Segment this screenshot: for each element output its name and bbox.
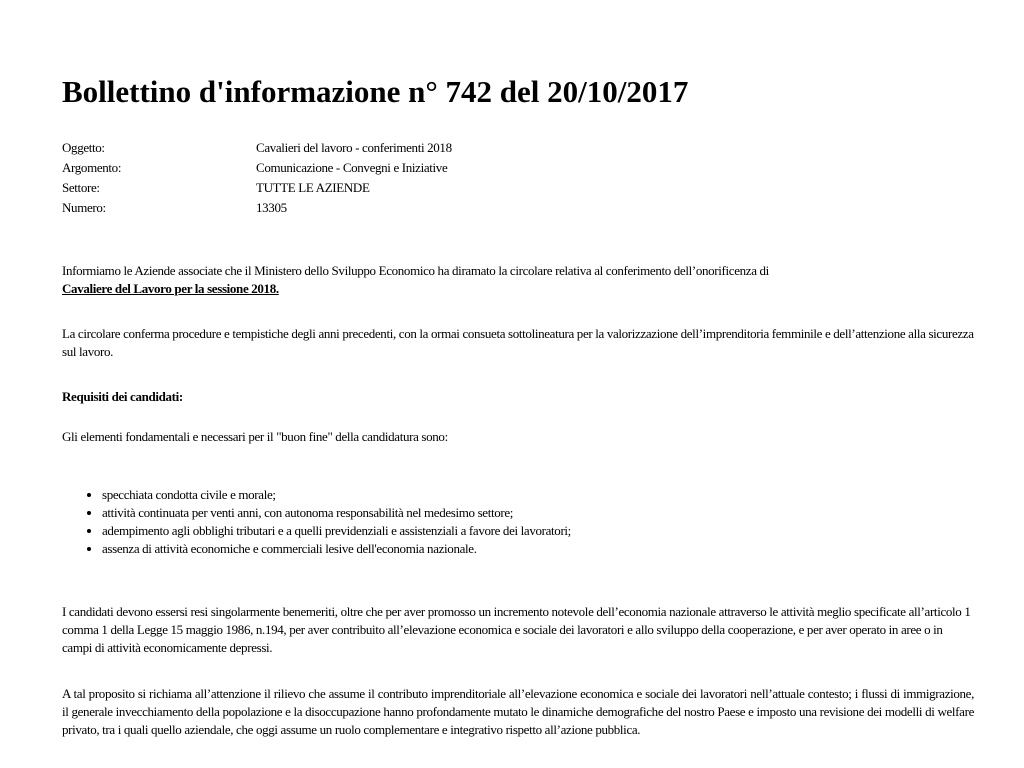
requirements-list: [62, 486, 571, 558]
list-item: • attività continuata per venti anni, con autonoma responsabilità nel medesimo settore;: [102, 504, 571, 522]
meta-row-numero: [62, 198, 762, 218]
meta-value: Comunicazione - Convegni e Iniziative: [256, 160, 448, 175]
list-item: • specchiata condotta civile e morale;: [102, 486, 571, 504]
meta-value: Cavalieri del lavoro - conferimenti 2018: [256, 140, 452, 155]
meta-row-argomento: [62, 158, 762, 178]
meta-label: Numero:: [62, 200, 106, 215]
meta-label: Settore:: [62, 180, 100, 195]
page-title: Bollettino d'informazione n° 742 del 20/10/2017: [62, 74, 689, 109]
meta-row-oggetto: [62, 138, 762, 158]
cavaliere-link[interactable]: Cavaliere del Lavoro per la sessione 2018.: [62, 281, 279, 296]
list-item: • adempimento agli obblighi tributari e a quelli previdenziali e assistenziali a favore dei lavoratori;: [102, 522, 571, 540]
requirements-intro: Gli elementi fondamentali e necessari per il "buon fine" della candidatura sono:: [62, 429, 448, 444]
list-item: • assenza di attività economiche e commerciali lesive dell'economia nazionale.: [102, 540, 571, 558]
meta-label: Argomento:: [62, 160, 122, 175]
meta-value: TUTTE LE AZIENDE: [256, 180, 370, 195]
meta-label: Oggetto:: [62, 140, 105, 155]
metadata-table: [62, 138, 762, 218]
candidates-paragraph: I candidati devono essersi resi singolarmente benemeriti, oltre che per aver promosso un incremento notevole dell’economia nazionale attraverso le attività meglio specificate all’articolo 1 comma 1 della Legge 15 maggio 1986, n.194, per aver contribuito all’elevazione economica e sociale dei lavoratori e allo sviluppo della cooperazione, e per aver operato in aree o in campi di attività economicamente depressi.: [62, 604, 971, 655]
intro-text: Informiamo le Aziende associate che il Ministero dello Sviluppo Economico ha diramato la circolare relativa al conferimento dell’onorificenza di: [62, 263, 769, 278]
meta-row-settore: [62, 178, 762, 198]
circular-paragraph: La circolare conferma procedure e tempistiche degli anni precedenti, con la ormai consueta sottolineatura per la valorizzazione dell’imprenditoria femminile e dell’attenzione alla sicurezza sul lavoro.: [62, 326, 974, 359]
requirements-heading: Requisiti dei candidati:: [62, 389, 183, 404]
intro-paragraph: [62, 262, 974, 298]
meta-value: 13305: [256, 200, 287, 215]
welfare-paragraph: A tal proposito si richiama all’attenzione il rilievo che assume il contributo imprenditoriale all’elevazione economica e sociale dei lavoratori nell’attuale contesto; i flussi di immigrazione, il generale invecchiamento della popolazione e la disoccupazione hanno profondamente mutato le dinamiche demografiche del nostro Paese e imposto una revisione dei modelli di welfare privato, tra i quali quello aziendale, che oggi assume un ruolo complementare e integrativo rispetto all’azione pubblica.: [62, 686, 974, 737]
